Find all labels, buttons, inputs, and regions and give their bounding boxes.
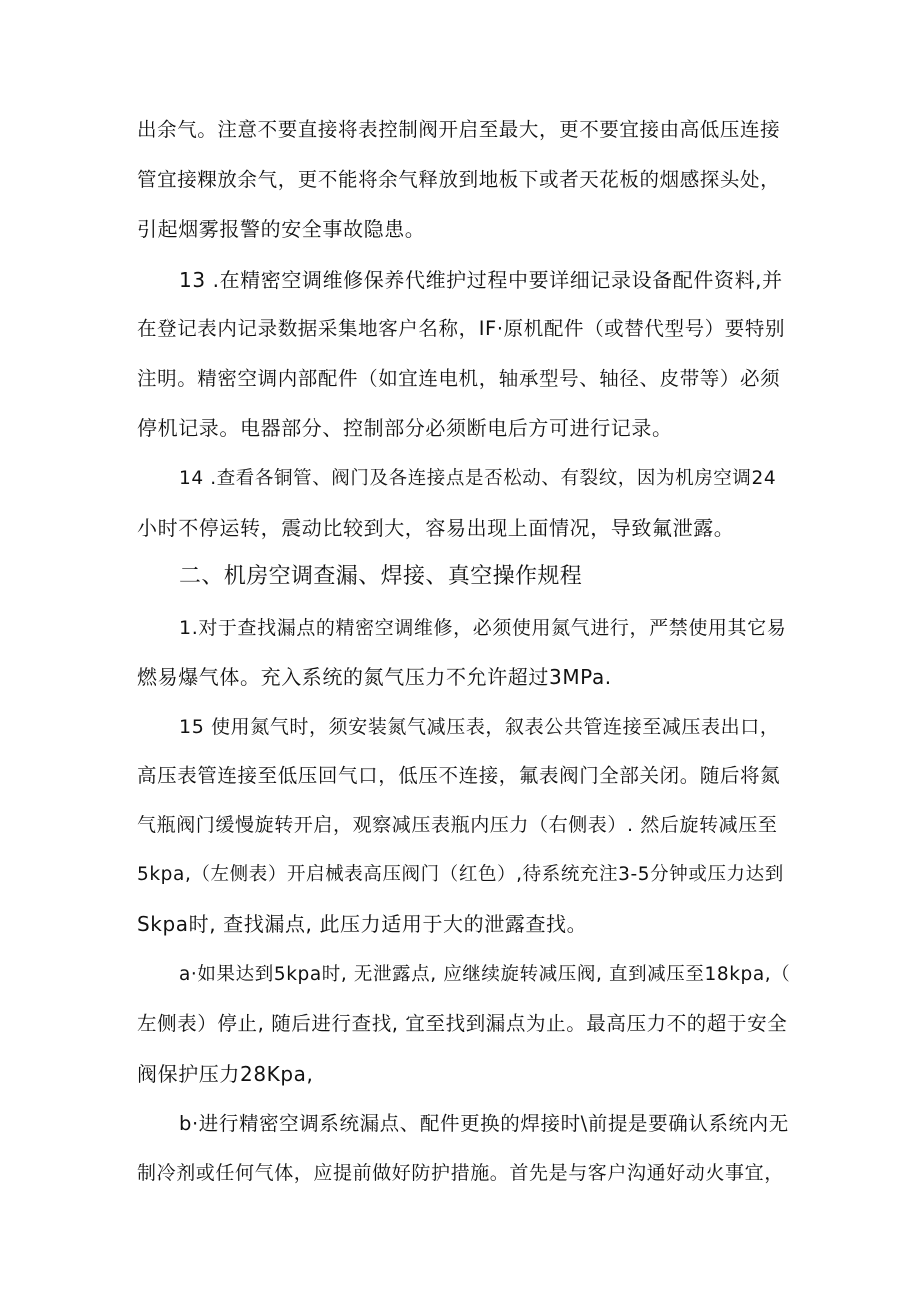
- paragraph-3-line-2: 小时不停运转，震动比较到大，容易出现上面情况，导致氟泄露。: [137, 516, 735, 540]
- paragraph-1-line-1: 出余气。注意不要直接将表控制阀开启至最大，更不要宜接由高低压连接: [137, 118, 781, 141]
- paragraph-7-line-1: b·进行精密空调系统漏点、配件更换的焊接时\前提是要确认系统内无: [179, 1112, 789, 1135]
- section-heading: 二、机房空调查漏、焊接、真空操作规程: [179, 564, 583, 589]
- paragraph-1-line-2: 管宜接粿放余气，更不能将余气释放到地板下或者天花板的烟感探头处，: [137, 168, 781, 191]
- paragraph-2-line-1: 13 .在精密空调维修保养代维护过程中要详细记录设备配件资料,并: [179, 268, 783, 292]
- paragraph-1-line-3: 引起烟雾报警的安全事故隐患。: [137, 217, 426, 241]
- paragraph-2-line-3: 注明。精密空调内部配件（如宜连电机，轴承型号、轴径、皮带等）必须: [137, 367, 781, 390]
- paragraph-6-line-2: 左侧表）停止, 随后进行查找, 宜至找到漏点为止。最高压力不的超于安全: [137, 1012, 788, 1035]
- paragraph-2-line-4: 停机记录。电器部分、控制部分必须断电后方可进行记录。: [137, 416, 673, 440]
- paragraph-3-line-1: 14 .查看各铜管、阀门及各连接点是否松动、有裂纹，因为机房空调24: [179, 468, 777, 489]
- paragraph-5-line-2: 高压表管连接至低压回气口，低压不连接，氟表阀门全部关闭。随后将氮: [137, 764, 781, 787]
- paragraph-5-line-3: 气瓶阀门缓慢旋转开启，观察减压表瓶内压力（右侧表）. 然后旋转减压至: [137, 814, 778, 836]
- paragraph-6-line-3: 阀保护压力28Kpa,: [137, 1062, 314, 1086]
- paragraph-7-line-2: 制冷剂或任何气体，应提前做好防护措施。首先是与客户沟通好动火事宜，: [137, 1162, 784, 1184]
- paragraph-5-line-5: Skpa时, 查找漏点, 此压力适用于大的泄露查找。: [137, 912, 588, 936]
- paragraph-5-line-4: 5kpa,（左侧表）开启械表高压阀门（红色）,待系统充注3-5分钟或压力达到: [137, 864, 784, 885]
- paragraph-4-line-2: 燃易爆气体。充入系统的氮气压力不允许超过3MPa.: [137, 665, 612, 689]
- paragraph-5-line-1: 15 使用氮气时，须安装氮气减压表，叙表公共管连接至减压表出口，: [179, 716, 780, 738]
- paragraph-6-line-1: a·如果达到5kpa时, 无泄露点, 应继续旋转减压阀, 直到减压至18kpa,（: [179, 964, 791, 985]
- paragraph-4-line-1: 1.对于查找漏点的精密空调维修，必须使用氮气进行，严禁使用其它易: [179, 617, 787, 639]
- paragraph-2-line-2: 在登记表内记录数据采集地客户名称，IF·原机配件（或替代型号）要特别: [137, 317, 786, 340]
